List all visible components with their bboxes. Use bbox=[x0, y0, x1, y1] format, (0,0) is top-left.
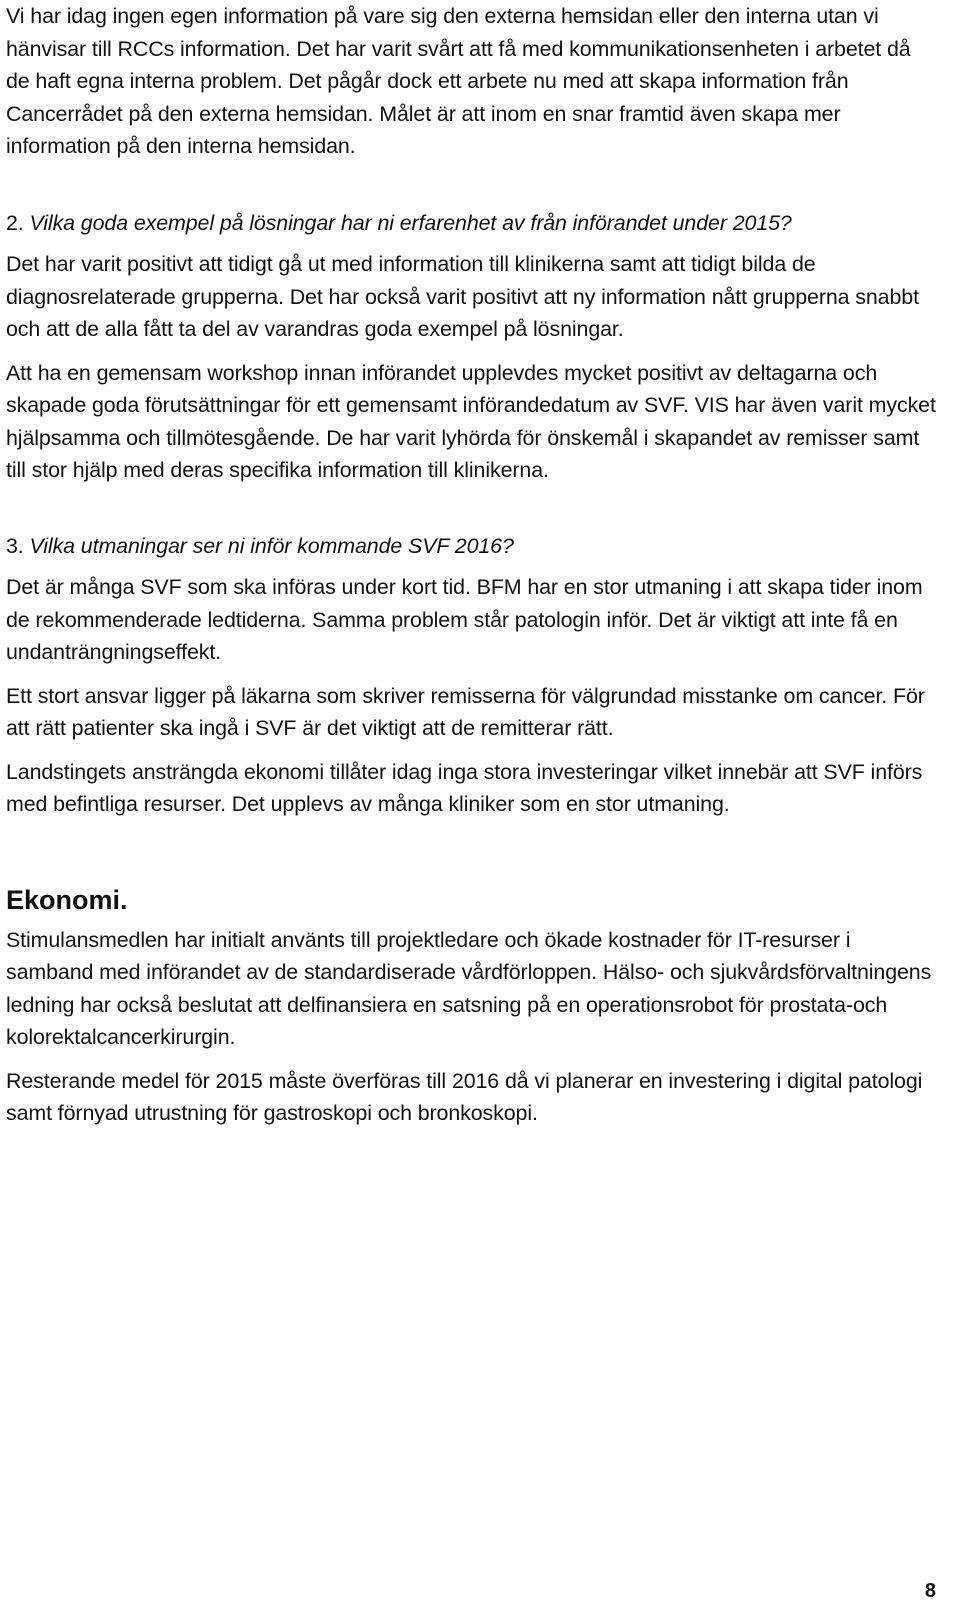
question-3-paragraph-2: Ett stort ansvar ligger på läkarna som skriver remisserna för välgrundad misstanke om cancer. För att rätt patienter ska ingå i SVF är det viktigt att de remitterar rätt. bbox=[6, 683, 925, 740]
question-2-paragraph-2: Att ha en gemensam workshop innan införandet upplevdes mycket positivt av deltagarna och skapade goda förutsättningar för ett gemensamt införandedatum av SVF. VIS har även varit mycket hjälpsamma och tillmötesgående. De har varit lyhörda för önskemål i skapandet av remisser samt till stor hjälp med deras specifika information till klinikerna. bbox=[6, 360, 936, 482]
intro-paragraph: Vi har idag ingen egen information på vare sig den externa hemsidan eller den interna utan vi hänvisar till RCCs information. Det har varit svårt att få med kommunikationsenheten i arbetet då de haft egna interna problem. Det pågår dock ett arbete nu med att skapa information från Cancerrådet på den externa hemsidan. Målet är att inom en snar framtid även skapa mer information på den interna hemsidan. bbox=[6, 4, 911, 158]
question-3-paragraph-1: Det är många SVF som ska införas under kort tid. BFM har en stor utmaning i att skapa tider inom de rekommenderade ledtiderna. Samma problem står patologin inför. Det är viktigt att inte få en undanträngningseffekt. bbox=[6, 575, 923, 664]
page-number: 8 bbox=[924, 1580, 936, 1602]
question-2-number: 2. bbox=[6, 210, 24, 235]
economy-heading: Ekonomi. bbox=[6, 884, 128, 915]
question-2-heading bbox=[6, 207, 936, 240]
question-2-paragraph-1: Det har varit positivt att tidigt gå ut med information till klinikerna samt att tidigt bilda de diagnosrelaterade grupperna. Det har också varit positivt att ny information nått grupperna snabbt och att de alla fått ta del av varandras goda exempel på lösningar. bbox=[6, 252, 919, 341]
question-2-text: Vilka goda exempel på lösningar har ni erfarenhet av från införandet under 2015? bbox=[29, 210, 792, 235]
document-page bbox=[6, 0, 936, 1130]
question-3-heading bbox=[6, 530, 936, 563]
economy-paragraph-2: Resterande medel för 2015 måste överföras till 2016 då vi planerar en investering i digital patologi samt förnyad utrustning för gastroskopi och bronkoskopi. bbox=[6, 1068, 923, 1125]
economy-paragraph-1: Stimulansmedlen har initialt använts till projektledare och ökade kostnader för IT-resurser i samband med införandet av de standardiserade vårdförloppen. Hälso- och sjukvårdsförvaltningens ledning har också beslutat att delfinansiera en satsning på en operationsrobot för prostata-och kolorektalcancerkirurgin. bbox=[6, 927, 932, 1049]
question-3-number: 3. bbox=[6, 533, 24, 558]
question-3-paragraph-3: Landstingets ansträngda ekonomi tillåter idag inga stora investeringar vilket innebär att SVF införs med befintliga resurser. Det upplevs av många kliniker som en stor utmaning. bbox=[6, 759, 923, 816]
question-3-text: Vilka utmaningar ser ni inför kommande SVF 2016? bbox=[29, 533, 514, 558]
